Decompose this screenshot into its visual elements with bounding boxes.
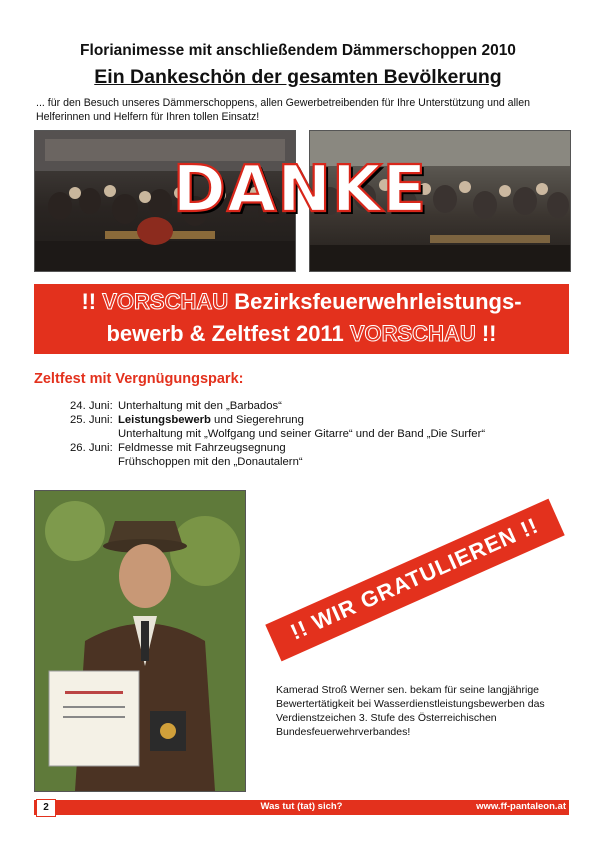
banner-line-1 [34,289,569,315]
schedule-text: Unterhaltung mit „Wolfgang und seiner Gitarre“ und der Band „Die Surfer“ [118,428,486,440]
schedule-text: Unterhaltung mit den „Barbados“ [118,400,282,412]
schedule-date: 26. Juni: [70,442,113,454]
page-subtitle: Ein Dankeschön der gesamten Bevölkerung [94,66,502,88]
congratulation-text: Kamerad Stroß Werner sen. bekam für seine langjährige Bewertertätigkeit bei Wasserdienstleistungsbewerben das Verdienstzeichen 3. Stufe des Österreichischen Bundesfeuerwehrverbandes! [276,684,545,738]
schedule-date: 24. Juni: [70,400,113,412]
schedule-bold: Leistungsbewerb [118,414,211,426]
banner-exclaim-right: !! [481,321,497,346]
banner-line1-text: Bezirksfeuerwehrleistungs- [234,289,522,314]
footer-url[interactable]: www.ff-pantaleon.at [476,801,566,812]
congratulation-stamp [265,499,564,662]
danke-overlay-text: DANKE [172,153,428,227]
page-number: 2 [36,799,56,817]
footer-center-text: Was tut (tat) sich? [260,801,343,812]
schedule-text: Feldmesse mit Fahrzeugsegnung [118,442,286,454]
page-title: Florianimesse mit anschließendem Dämmerschoppen 2010 [80,42,516,59]
stamp-text: !! WIR GRATULIEREN !! [286,512,543,645]
schedule-text: Frühschoppen mit den „Donautalern“ [118,456,303,468]
portrait-photo [34,490,246,792]
banner-exclaim-left: !! [81,289,97,314]
intro-text: ... für den Besuch unseres Dämmerschoppens, allen Gewerbetreibenden für Ihre Unterstützung und allen Helferinnen und Helfern für Ihren tollen Einsatz! [36,97,531,123]
banner-line-2 [34,321,569,347]
banner-vorschau-left: VORSCHAU [102,289,229,314]
schedule-entry [118,413,304,427]
schedule-text: und Siegerehrung [210,414,304,426]
schedule-date: 25. Juni: [70,414,113,426]
portrait-illustration [35,491,245,791]
banner-vorschau-right: VORSCHAU [349,321,476,346]
banner-line2-text: bewerb & Zeltfest 2011 [106,321,344,346]
zeltfest-heading: Zeltfest mit Vergnügungspark: [34,371,244,387]
